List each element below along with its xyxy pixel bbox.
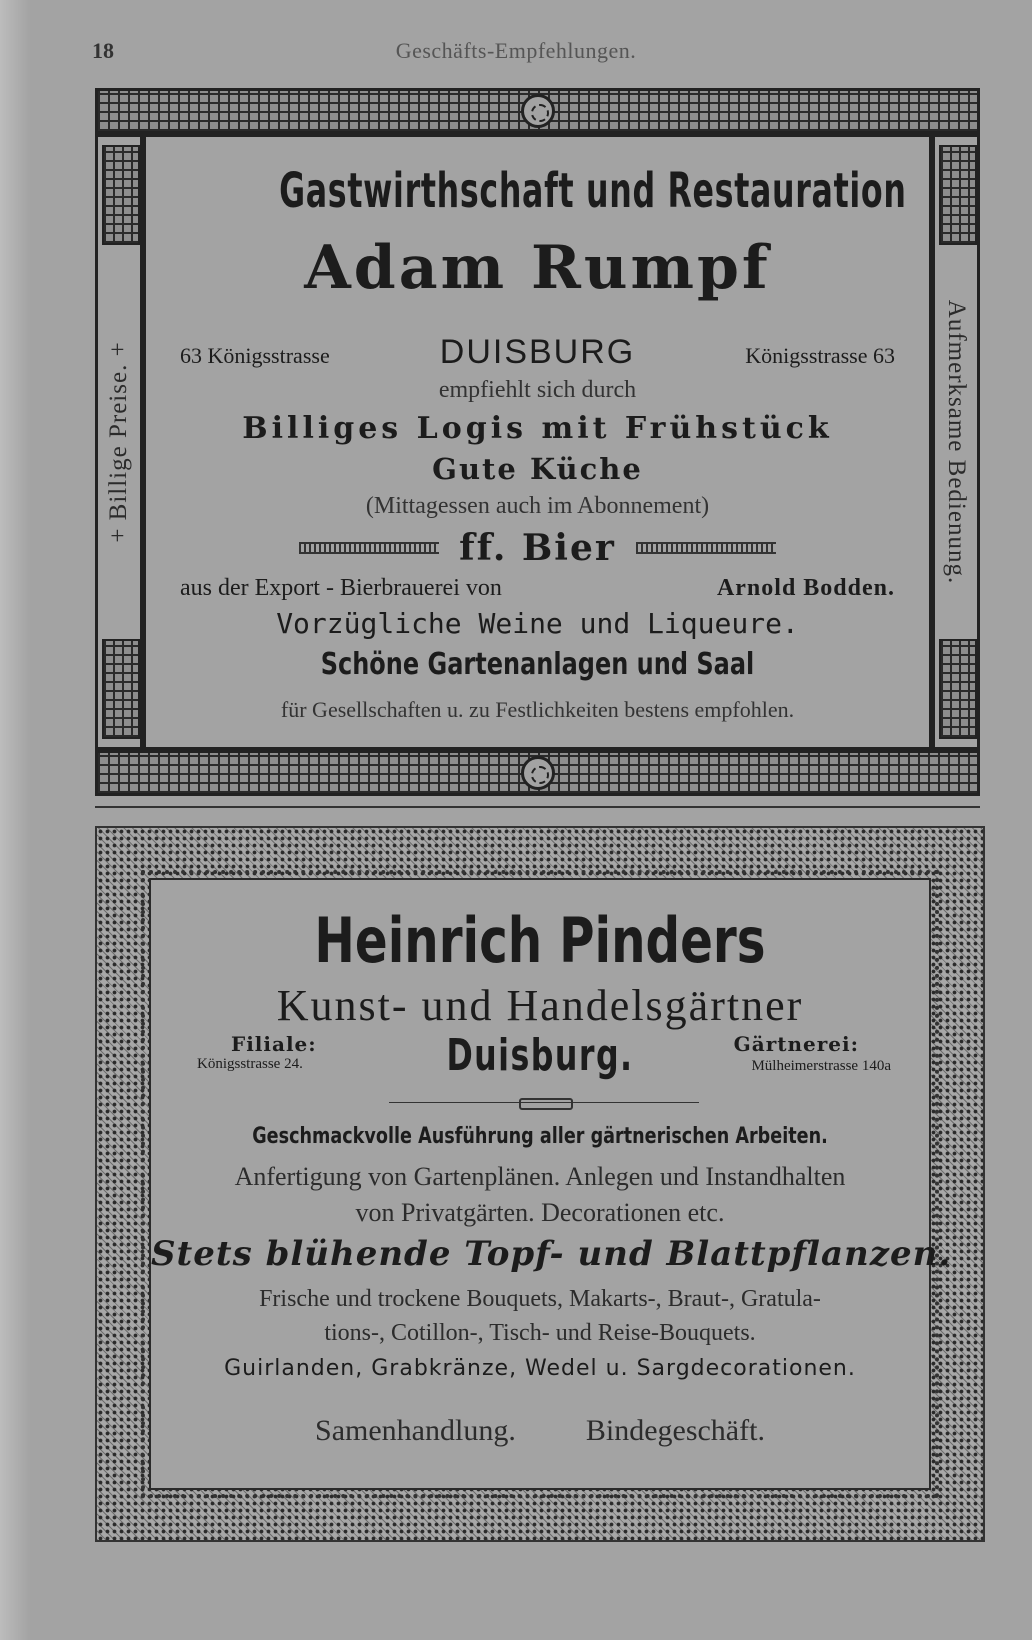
right-side-border [932,134,980,750]
city-name: DUISBURG [439,333,636,371]
gardener-ad-body [149,878,952,1490]
kueche-line: Gute Küche [432,452,643,486]
weine-line: Vorzügliche Weine und Liqueure. [276,607,799,640]
page-edge [0,0,30,1640]
export-line [146,575,929,602]
garten-line: Schöne Gartenanlagen und Saal [320,647,755,682]
side-text-aufmerksame-bedienung: Aufmerksame Bedienung. [943,299,970,585]
anfertigung-line-2: von Privatgärten. Decorationen etc. [355,1198,725,1227]
gardener-name: Heinrich Pinders [314,904,766,977]
meander-ornament [102,639,140,739]
restaurant-owner: Adam Rumpf [304,233,771,303]
gaertnerei-label: Gärtnerei: [733,1032,859,1056]
restaurant-advertisement [95,88,980,796]
frische-line-2: tions-, Cotillon-, Tisch- und Reise-Bouquets. [324,1320,756,1346]
restaurant-address-line [146,333,929,372]
rosette-ornament [521,94,555,128]
samenhandlung: Samenhandlung. [315,1414,516,1447]
frische-line-1: Frische und trockene Bouquets, Makarts-, Braut-, Gratula- [259,1286,821,1312]
meander-ornament [939,639,977,739]
services-line [151,1414,929,1448]
guirlanden-line: Guirlanden, Grabkränze, Wedel u. Sargdecorationen. [224,1356,856,1381]
decorative-rule [389,1102,699,1111]
mittag-line: (Mittagessen auch im Abonnement) [365,493,710,519]
filiale-address: Königsstrasse 24. [197,1056,303,1072]
brewery-name: Arnold Bodden. [716,575,895,601]
gaertnerei-address: Mülheimerstrasse 140a [751,1058,891,1074]
running-head: Geschäfts-Empfehlungen. [395,38,637,63]
gardener-city: Duisburg. [446,1030,634,1081]
export-text: aus der Export - Bierbrauerei von [180,575,502,601]
gardener-subtitle: Kunst- und Handelsgärtner [276,981,804,1030]
left-side-border [95,134,143,750]
address-left: 63 Königsstrasse [180,343,330,368]
gesellschaften-line: für Gesellschaften u. zu Festlichkeiten bestens empfohlen. [280,697,795,722]
restaurant-title: Gastwirthschaft und Restauration [279,163,907,219]
anfertigung-line-1: Anfertigung von Gartenplänen. Anlegen und Instandhalten [234,1162,846,1191]
address-right: Königsstrasse 63 [745,343,895,368]
page-number: 18 [92,38,114,63]
bier-text: ff. Bier [459,527,616,569]
filiale-label: Filiale: [231,1032,317,1056]
bindegeschaeft: Bindegeschäft. [585,1414,765,1447]
recommends-line: empfiehlt sich durch [438,377,637,403]
stets-line: Stets blühende Topf- und Blattpflanzen. [151,1234,952,1274]
restaurant-ad-body [143,134,932,750]
bier-line [146,527,929,569]
meander-border-top [95,88,980,134]
meander-border-bottom [95,750,980,796]
meander-ornament [102,145,140,245]
side-text-billige-preise: + Billige Preise. + [105,341,132,543]
geschmack-line: Geschmackvolle Ausführung aller gärtnerischen Arbeiten. [252,1124,828,1149]
decorative-rule [636,542,776,554]
rosette-ornament [521,756,555,790]
meander-ornament [939,145,977,245]
decorative-rule [299,542,439,554]
logis-line: Billiges Logis mit Frühstück [242,411,833,446]
gardener-advertisement [95,826,985,1542]
divider-rule [95,806,980,808]
